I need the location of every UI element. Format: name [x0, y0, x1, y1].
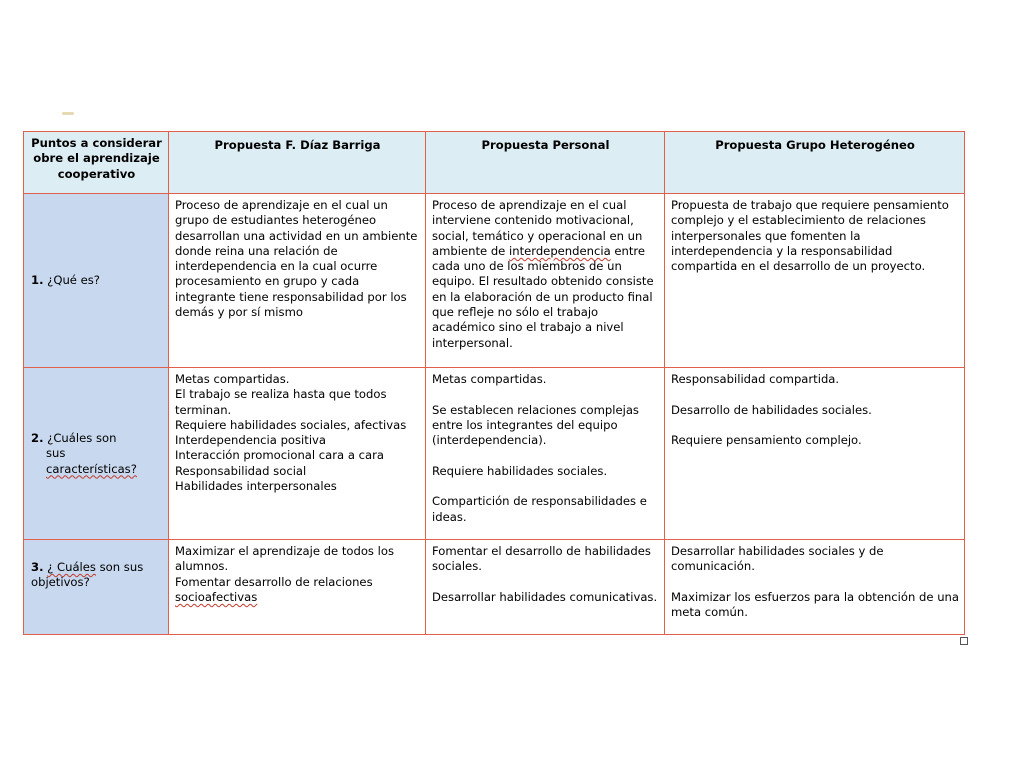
cell-text: Fomentar desarrollo de relaciones — [175, 574, 373, 589]
list-item: Requiere habilidades sociales, afectivas — [175, 417, 407, 432]
list-item: Desarrollo de habilidades sociales. — [671, 402, 872, 417]
table-resize-handle[interactable] — [960, 637, 968, 645]
cell-grupo-heterogeneo — [665, 540, 965, 635]
spellcheck-word[interactable]: interdependencia — [509, 243, 611, 258]
row-label-text: son sus — [95, 560, 144, 574]
header-row — [24, 132, 965, 194]
cell-personal — [426, 194, 665, 368]
cell-diaz-barriga: Proceso de aprendizaje en el cual un grupo de estudiantes heterogéneo desarrollan una actividad en un ambiente donde reina una relación de interdependencia en la cual ocurre procesamiento en grupo y cada integrante tiene responsabilidad por los demás y por sí mismo — [169, 194, 426, 368]
list-item: Interacción promocional cara a cara — [175, 448, 384, 463]
list-item: Metas compartidas. — [175, 372, 290, 386]
list-item: Requiere habilidades sociales. — [432, 463, 608, 478]
list-item: El trabajo se realiza hasta que todos terminan. — [175, 387, 387, 417]
row-label-text: ¿Cuáles son — [47, 431, 117, 446]
list-item: Maximizar el aprendizaje de todos los alumnos. — [175, 544, 395, 574]
cell-grupo-heterogeneo: Propuesta de trabajo que requiere pensamiento complejo y el establecimiento de relaciones interpersonales que fomenten la interdependencia y la responsabilidad compartida en el desarrollo de un proyecto. — [665, 194, 965, 368]
list-item: Compartición de responsabilidades e ideas. — [432, 494, 647, 524]
row-label-text: ¿Qué es? — [47, 273, 100, 288]
spellcheck-word[interactable]: socioafectivas — [175, 589, 258, 604]
list-item: Desarrollar habilidades sociales y de comunicación. — [671, 544, 884, 574]
table-row — [24, 540, 965, 635]
cell-personal — [426, 540, 665, 635]
table-row — [24, 194, 965, 368]
list-item: Fomentar el desarrollo de habilidades sociales. — [432, 544, 651, 574]
row-number: 1. — [31, 273, 44, 288]
list-item — [175, 575, 420, 606]
row-label-text — [31, 462, 163, 477]
comparison-table — [23, 131, 965, 635]
list-item: Requiere pensamiento complejo. — [671, 433, 862, 448]
spellcheck-word[interactable]: características? — [46, 461, 137, 476]
row-label-objetivos — [24, 540, 169, 635]
header-diaz-barriga: Propuesta F. Díaz Barriga — [169, 132, 426, 194]
table-row — [24, 368, 965, 540]
header-criteria: Puntos a considerar obre el aprendizaje cooperativo — [24, 132, 169, 194]
header-grupo-heterogeneo: Propuesta Grupo Heterogéneo — [665, 132, 965, 194]
list-item: Responsabilidad social — [175, 463, 307, 478]
cell-diaz-barriga — [169, 368, 426, 540]
row-label-caracteristicas — [24, 368, 169, 540]
row-label-que-es — [24, 194, 169, 368]
row-number: 2. — [31, 431, 44, 446]
list-item: Interdependencia positiva — [175, 433, 327, 448]
list-item: Habilidades interpersonales — [175, 479, 337, 494]
list-item: Maximizar los esfuerzos para la obtención de una meta común. — [671, 589, 960, 620]
cell-diaz-barriga — [169, 540, 426, 635]
stray-mark — [62, 112, 74, 115]
spellcheck-word[interactable]: ¿ Cuáles — [47, 560, 96, 574]
list-item: Desarrollar habilidades comunicativas. — [432, 589, 658, 604]
cell-personal — [426, 368, 665, 540]
header-personal: Propuesta Personal — [426, 132, 665, 194]
cell-text: entre cada uno de los miembros de un equipo. El resultado obtenido consiste en la elaboración de un producto final que refleje no sólo el trabajo académico sino el trabajo a nivel interpersonal. — [432, 243, 654, 350]
list-item: Responsabilidad compartida. — [671, 372, 840, 386]
list-item: Se establecen relaciones complejas entre los integrantes del equipo (interdependencia). — [432, 402, 639, 448]
cell-text: Proceso de aprendizaje en el cual interviene contenido motivacional, social, temático y operacional en un ambiente de — [432, 198, 643, 258]
row-number: 3. — [31, 560, 44, 574]
list-item: Metas compartidas. — [432, 372, 547, 386]
cell-grupo-heterogeneo — [665, 368, 965, 540]
row-label-text: sus — [46, 446, 66, 461]
row-label-text: objetivos? — [31, 575, 90, 590]
